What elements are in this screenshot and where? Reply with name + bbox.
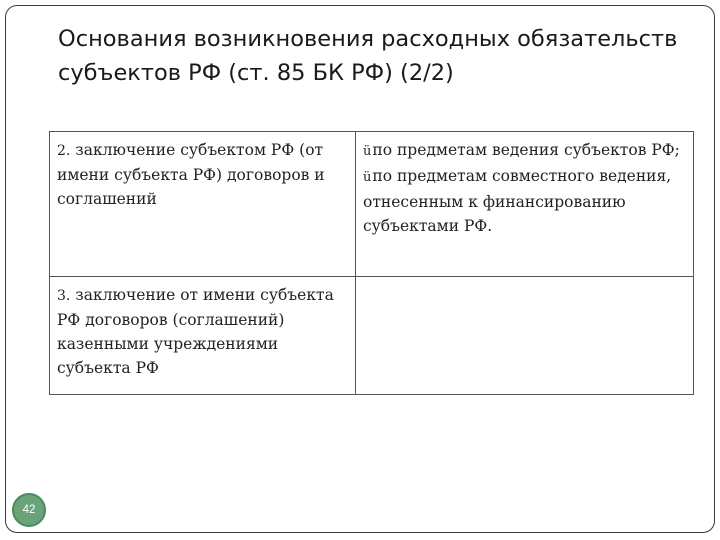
checkmark-bullet-icon: ü xyxy=(363,170,372,185)
table-cell-left xyxy=(50,132,356,277)
row-number: 3. xyxy=(57,288,71,304)
table-cell-right xyxy=(356,132,694,277)
list-item xyxy=(363,164,685,238)
bullet-text: по предметам совместного ведения, отнесенным к финансированию субъектами РФ. xyxy=(363,167,672,235)
row-text: заключение от имени субъекта РФ договоров (соглашений) казенными учреждениями субъекта РФ xyxy=(57,286,334,377)
slide-title: Основания возникновения расходных обязательств субъектов РФ (ст. 85 БК РФ) (2/2) xyxy=(58,26,678,86)
list-item xyxy=(363,138,685,164)
checkmark-bullet-icon: ü xyxy=(363,144,372,159)
page-number-badge: 42 xyxy=(12,493,46,527)
table-cell-left xyxy=(50,277,356,395)
bullet-text: по предметам ведения субъектов РФ; xyxy=(372,141,680,159)
content-table xyxy=(49,131,694,395)
row-number: 2. xyxy=(57,143,71,159)
table-row xyxy=(50,277,694,395)
row-text: заключение субъектом РФ (от имени субъекта РФ) договоров и соглашений xyxy=(57,141,325,208)
table-cell-right-empty xyxy=(356,277,694,395)
table-row xyxy=(50,132,694,277)
